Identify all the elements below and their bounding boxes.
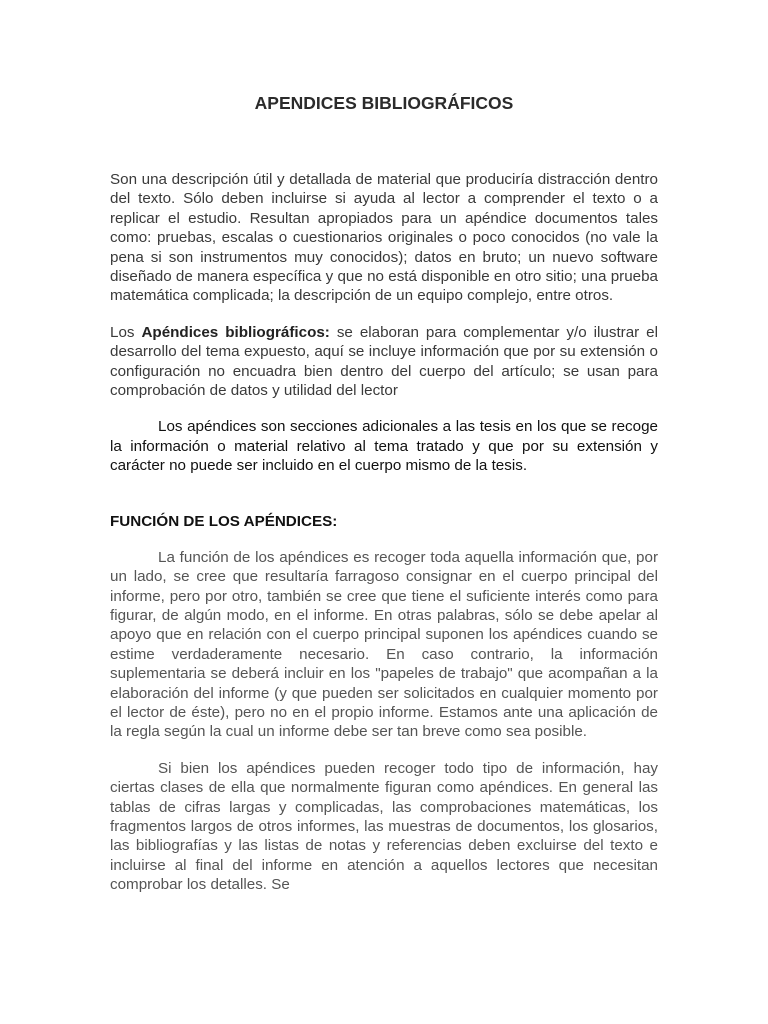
section-heading: FUNCIÓN DE LOS APÉNDICES:	[110, 512, 338, 530]
paragraph-secciones-adicionales: Los apéndices son secciones adicionales a las tesis en los que se recoge la información o material relativo al tema tratado y que por su extensión y carácter no puede ser incluido en el cuerpo mismo de la tesis.	[110, 418, 658, 475]
document-page	[110, 92, 658, 895]
paragraph-tipos-informacion: Si bien los apéndices pueden recoger todo tipo de información, hay ciertas clases de ella que normalmente figuran como apéndices. En general las tablas de cifras largas y complicadas, las comprobaciones matemáticas, los fragmentos largos de otros informes, las muestras de documentos, los glosarios, las bibliografías y las listas de notas y referencias deben excluirse del texto e incluirse al final del informe en atención a aquellos lectores que necesitan comprobar los detalles. Se	[110, 759, 658, 894]
bold-term: Apéndices bibliográficos:	[141, 323, 330, 341]
paragraph-description: Son una descripción útil y detallada de material que produciría distracción dentro del texto. Sólo deben incluirse si ayuda al lector a comprender el texto o a replicar el estudio. Resultan apropiados para un apéndice documentos tales como: pruebas, escalas o cuestionarios originales o poco conocidos (no vale la pena si son instrumentos muy conocidos); datos en bruto; un nuevo software diseñado de manera específica y que no está disponible en otro sitio; una prueba matemática complicada; la descripción de un equipo complejo, entre otros.	[110, 171, 658, 305]
document-title: APENDICES BIBLIOGRÁFICOS	[254, 93, 514, 113]
paragraph-rest: se elaboran para complementar y/o ilustrar el desarrollo del tema expuesto, aquí se incluye información que por su extensión o configuración no encuadra bien dentro del cuerpo del artículo; se usan para comprobación de datos y utilidad del lector	[110, 323, 658, 400]
paragraph-prefix: Los	[110, 323, 142, 341]
paragraph-funcion: La función de los apéndices es recoger toda aquella información que, por un lado, se cree que resultaría farragoso consignar en el cuerpo principal del informe, pero por otro, también se cree que tiene el suficiente interés como para figurar, de algún modo, en el informe. En otras palabras, sólo se debe apelar al apoyo que en relación con el cuerpo principal suponen los apéndices cuando se estime verdaderamente necesario. En caso contrario, la información suplementaria se deberá incluir en los "papeles de trabajo" que acompañan a la elaboración del informe (y que pueden ser solicitados en cualquier momento por el lector de éste), pero no en el propio informe. Estamos ante una aplicación de la regla según la cual un informe debe ser tan breve como sea posible.	[110, 548, 658, 741]
paragraph-apendices-bibliograficos	[110, 323, 658, 401]
